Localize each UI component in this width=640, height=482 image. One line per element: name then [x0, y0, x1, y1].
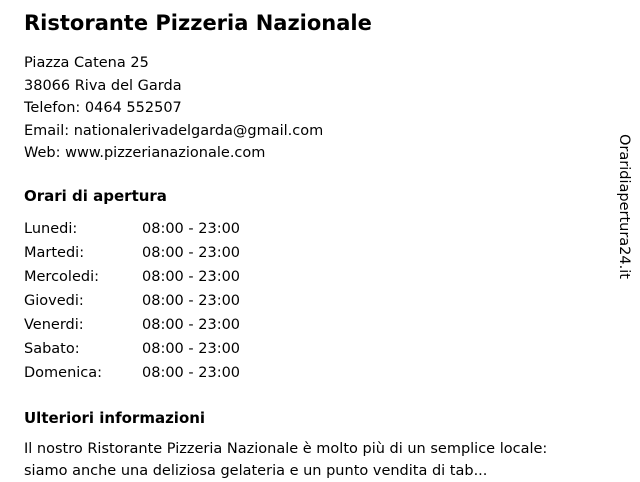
hours-day: Venerdi: [24, 316, 84, 333]
page-title: Ristorante Pizzeria Nazionale [24, 11, 372, 35]
email-line: Email: nationalerivadelgarda@gmail.com [24, 122, 324, 139]
table-row [24, 265, 292, 289]
hours-day: Giovedi: [24, 292, 84, 309]
hours-day: Mercoledi: [24, 268, 99, 285]
phone-line: Telefon: 0464 552507 [24, 100, 182, 116]
hours-time: 08:00 - 23:00 [142, 364, 241, 381]
table-row [24, 241, 292, 265]
hours-time: 08:00 - 23:00 [142, 244, 241, 261]
hours-day: Martedi: [24, 244, 85, 261]
more-info-heading: Ulteriori informazioni [24, 408, 206, 427]
table-row [24, 289, 292, 313]
table-row [24, 313, 292, 337]
opening-hours-heading: Orari di apertura [24, 186, 167, 205]
hours-day: Sabato: [24, 340, 80, 357]
address-city: 38066 Riva del Garda [24, 77, 182, 94]
hours-time: 08:00 - 23:00 [142, 340, 241, 357]
hours-day: Domenica: [24, 364, 103, 381]
website-line: Web: www.pizzerianazionale.com [24, 145, 266, 161]
table-row [24, 217, 292, 241]
address-block [24, 52, 584, 165]
main-content [24, 10, 584, 482]
watermark-label: Oraridiapertura24.it [616, 134, 632, 279]
hours-day: Lunedi: [24, 220, 78, 237]
hours-time: 08:00 - 23:00 [142, 316, 241, 333]
address-street: Piazza Catena 25 [24, 55, 149, 71]
table-row [24, 361, 292, 385]
more-info-text: Il nostro Ristorante Pizzeria Nazionale è molto più di un semplice locale: siamo anche una deliziosa gelateria e un punto vendita di tab... [24, 440, 548, 479]
hours-time: 08:00 - 23:00 [142, 268, 241, 285]
hours-time: 08:00 - 23:00 [142, 292, 241, 309]
table-row [24, 337, 292, 361]
hours-time: 08:00 - 23:00 [142, 220, 241, 237]
opening-hours-table [24, 217, 292, 385]
